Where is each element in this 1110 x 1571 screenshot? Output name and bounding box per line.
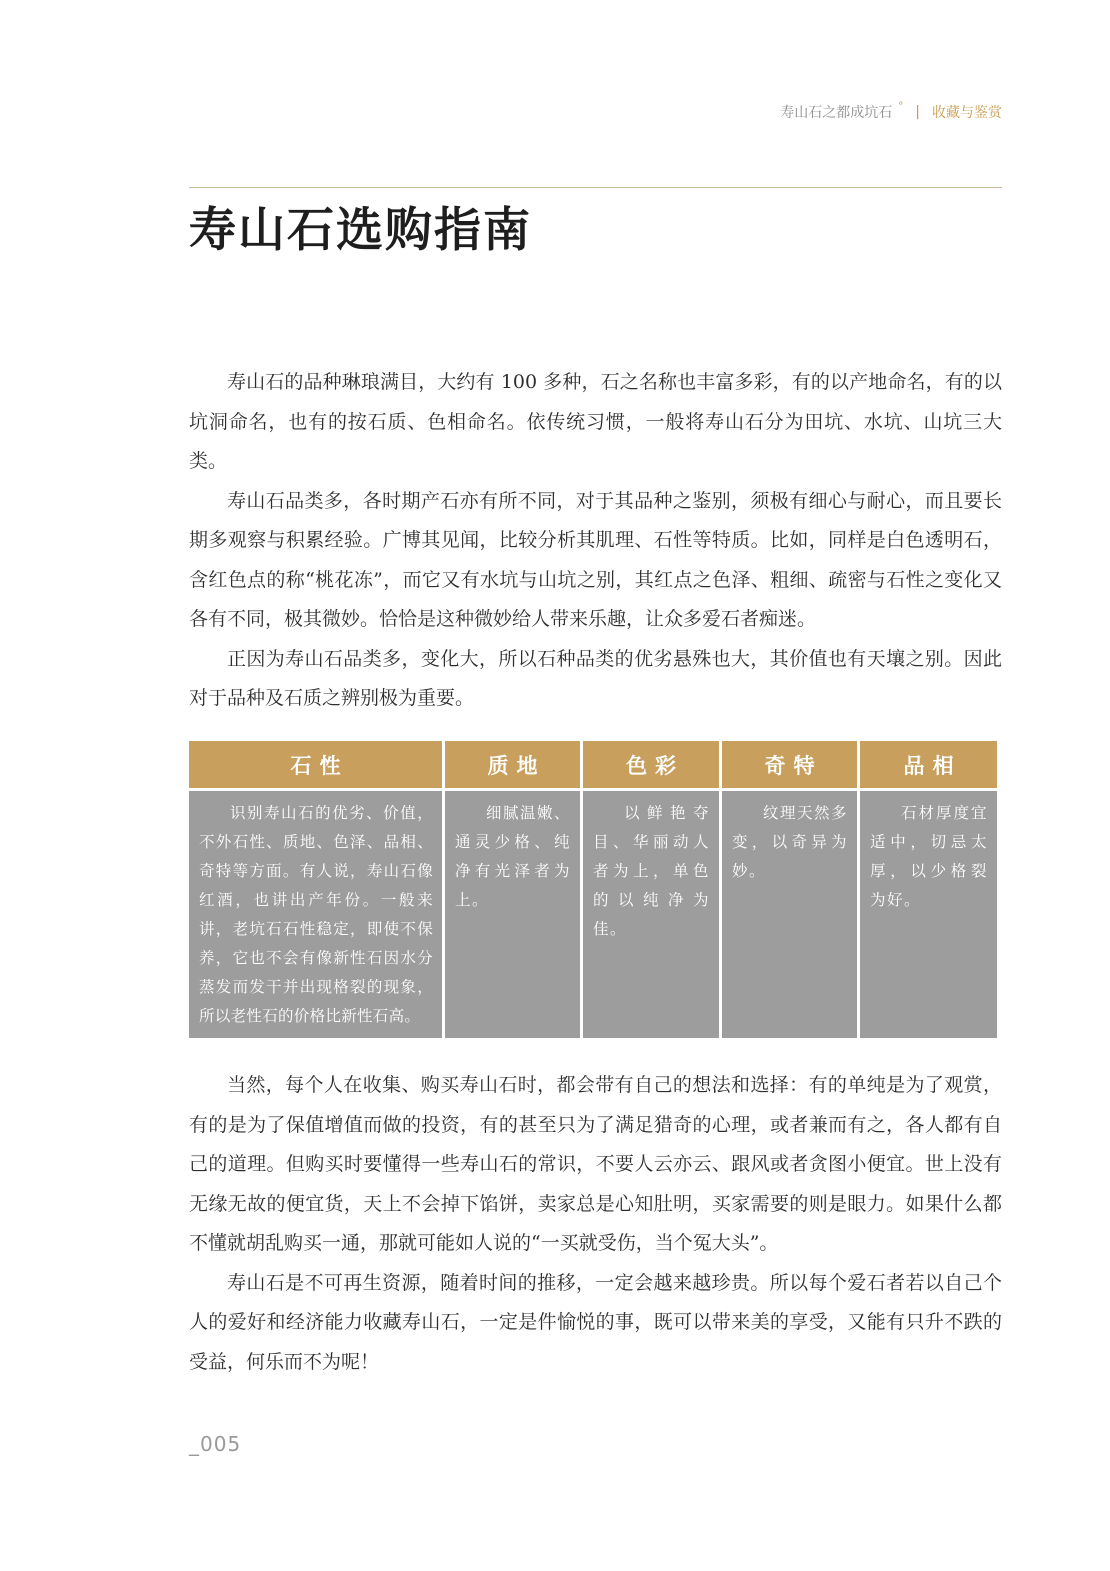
table-header-cell: 质地 xyxy=(445,741,580,788)
header-rule xyxy=(189,187,1002,188)
paragraph: 寿山石品类多，各时期产石亦有所不同，对于其品种之鉴别，须极有细心与耐心，而且要长期多观察与积累经验。广博其见闻，比较分析其肌理、石性等特质。比如，同样是白色透明石，含红色点的称“桃花冻”，而它又有水坑与山坑之别，其红点之色泽、粗细、疏密与石性之变化又各有不同，极其微妙。恰恰是这种微妙给人带来乐趣，让众多爱石者痴迷。 xyxy=(189,489,1002,630)
table-column-uniqueness xyxy=(722,741,857,1038)
intro-text xyxy=(189,363,1002,719)
table-header-cell: 色彩 xyxy=(583,741,719,788)
paragraph: 正因为寿山石品类多，变化大，所以石种品类的优劣悬殊也大，其价值也有天壤之别。因此对于品种及石质之辨别极为重要。 xyxy=(189,647,1002,709)
paragraph: 寿山石是不可再生资源，随着时间的推移，一定会越来越珍贵。所以每个爱石者若以自己个人的爱好和经济能力收藏寿山石，一定是件愉悦的事，既可以带来美的享受，又能有只升不跌的受益，何乐而不为呢！ xyxy=(189,1271,1002,1373)
page-number: _005 xyxy=(189,1432,242,1456)
page-title: 寿山石选购指南 xyxy=(189,203,532,258)
paragraph: 寿山石的品种琳琅满目，大约有 100 多种，石之名称也丰富多彩，有的以产地命名，有的以坑洞命名，也有的按石质、色相命名。依传统习惯，一般将寿山石分为田坑、水坑、山坑三大类。 xyxy=(189,371,1002,472)
table-body-cell: 石材厚度宜适中，切忌太厚，以少格裂为好。 xyxy=(860,791,997,1038)
criteria-table xyxy=(189,741,1002,1038)
table-column-texture xyxy=(445,741,580,1038)
table-body-cell: 以鲜艳夺目、华丽动人者为上，单色的以纯净为佳。 xyxy=(583,791,719,1038)
running-header xyxy=(780,102,1002,122)
table-header-cell: 奇特 xyxy=(722,741,857,788)
table-body-cell: 识别寿山石的优劣、价值，不外石性、质地、色泽、品相、奇特等方面。有人说，寿山石像红酒，也讲出产年份。一般来讲，老坑石石性稳定，即使不保养，它也不会有像新性石因水分蒸发而发干并出现格裂的现象，所以老性石的价格比新性石高。 xyxy=(189,791,442,1038)
section-name: 收藏与鉴赏 xyxy=(932,105,1002,121)
table-column-appearance xyxy=(860,741,997,1038)
table-body-cell: 细腻温嫩、通灵少格、纯净有光泽者为上。 xyxy=(445,791,580,1038)
book-title: 寿山石之都成坑石 xyxy=(780,105,893,121)
degree-dot-icon: ° xyxy=(898,100,904,112)
table-column-stone-nature xyxy=(189,741,442,1038)
closing-text xyxy=(189,1066,1002,1382)
header-separator: | xyxy=(915,104,920,120)
table-column-color xyxy=(583,741,719,1038)
table-body-cell: 纹理天然多变，以奇异为妙。 xyxy=(722,791,857,1038)
table-header-cell: 品相 xyxy=(860,741,997,788)
table-header-cell: 石性 xyxy=(189,741,442,788)
paragraph: 当然，每个人在收集、购买寿山石时，都会带有自己的想法和选择：有的单纯是为了观赏，有的是为了保值增值而做的投资，有的甚至只为了满足猎奇的心理，或者兼而有之，各人都有自己的道理。但购买时要懂得一些寿山石的常识，不要人云亦云、跟风或者贪图小便宜。世上没有无缘无故的便宜货，天上不会掉下馅饼，卖家总是心知肚明，买家需要的则是眼力。如果什么都不懂就胡乱购买一通，那就可能如人说的“一买就受伤，当个冤大头”。 xyxy=(189,1074,1002,1254)
